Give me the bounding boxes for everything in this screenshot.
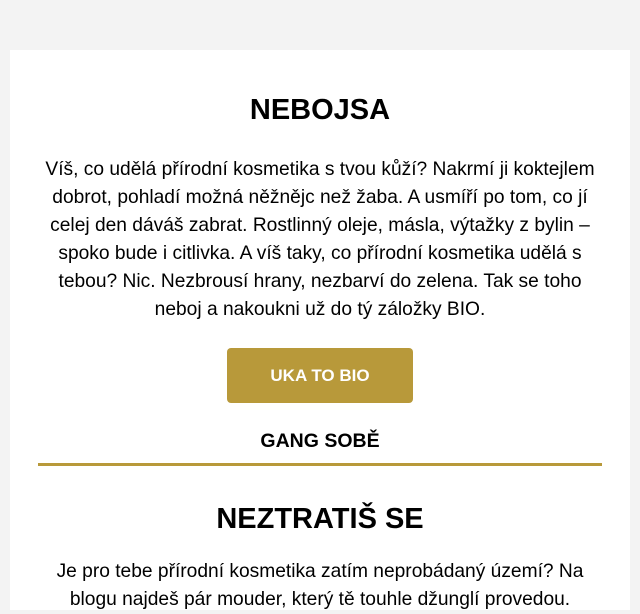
section-title-neztratis-se: NEZTRATIŠ SE [216,503,424,535]
section-title-nebojsa: NEBOJSA [249,94,391,126]
content-card [10,50,630,610]
section-divider [38,463,602,466]
uka-to-bio-button[interactable]: UKA TO BIO [227,348,413,403]
section-body-neztratis-se: Je pro tebe přírodní kosmetika zatím neprobádaný území? Na blogu najdeš pár mouder, který tě touhle džunglí provedou. [56,561,584,610]
section-body-nebojsa: Víš, co udělá přírodní kosmetika s tvou kůží? Nakrmí ji koktejlem dobrot, pohladí možná něžnějc než žaba. A usmíří po tom, co jí celej den dáváš zabrat. Rostlinný oleje, másla, výtažky z bylin – spoko bude i citlivka. A víš taky, co přírodní kosmetika udělá s tebou? Nic. Nezbrousí hrany, nezbarví do zelena. Tak se toho neboj a nakoukni už do tý záložky BIO. [45,159,595,320]
gang-sobe-link[interactable]: GANG SOBĚ [260,430,380,452]
